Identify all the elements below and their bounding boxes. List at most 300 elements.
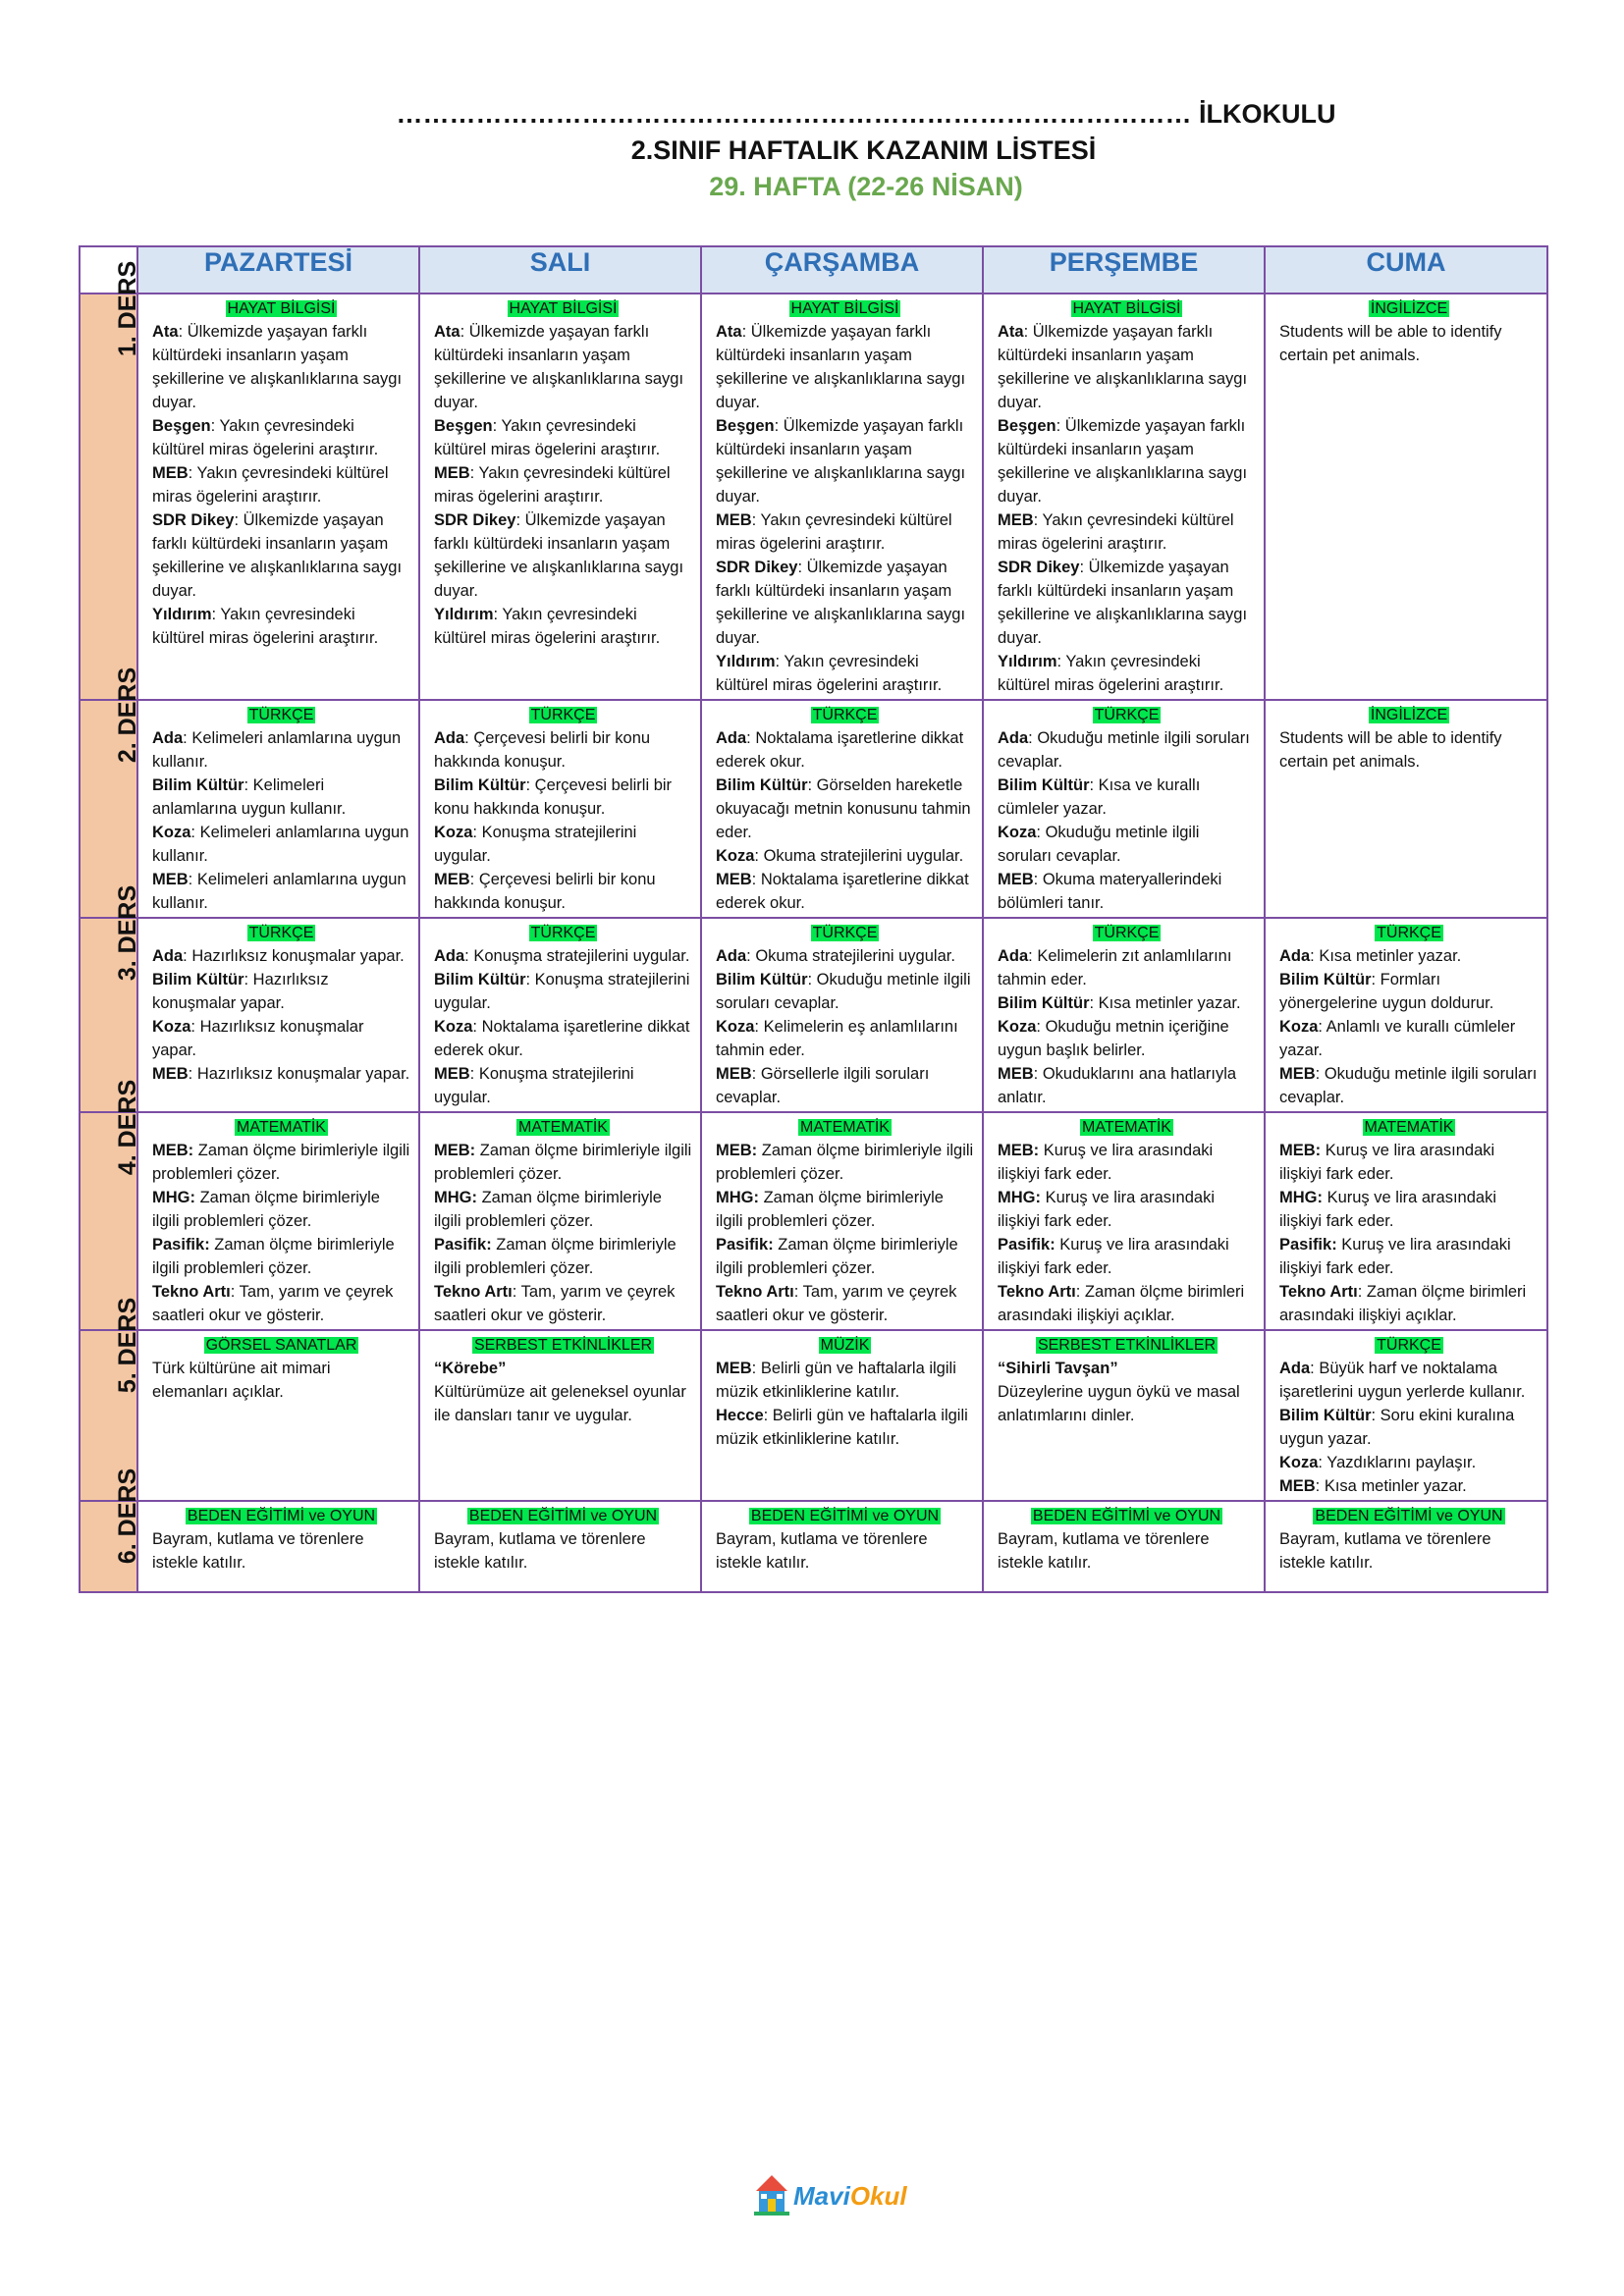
- subject-label: [716, 297, 974, 320]
- outcome-line: [152, 603, 410, 650]
- outcome-text: : Yakın çevresindeki kültürel miras ögelerini araştırır.: [998, 653, 1224, 694]
- outcome-text: : Çerçevesi belirli bir konu hakkında konuşur.: [434, 729, 651, 771]
- outcome-text: Kuruş ve lira arasındaki ilişkiyi fark eder.: [1279, 1189, 1496, 1230]
- publisher-name: Ada: [716, 729, 747, 747]
- outcome-text: : Tam, yarım ve çeyrek saatleri okur ve gösterir.: [716, 1283, 957, 1324]
- subject-label: [998, 704, 1256, 726]
- publisher-name: MEB: [152, 1065, 189, 1083]
- plan-cell-tuesday: [419, 1501, 701, 1592]
- plan-cell-monday: [137, 1330, 419, 1501]
- subject-label: [998, 1116, 1256, 1139]
- subject-label: [1279, 922, 1539, 944]
- plan-cell-content: [138, 701, 418, 917]
- publisher-name: Bilim Kültür: [716, 971, 808, 988]
- outcome-line: [998, 320, 1256, 414]
- outcome-text: : Ülkemizde yaşayan farklı kültürdeki insanların yaşam şekillerine ve alışkanlıklarına saygı duyar.: [998, 559, 1248, 647]
- outcome-line: [998, 1186, 1256, 1233]
- publisher-name: Ada: [1279, 947, 1311, 965]
- outcome-text: : Görsellerle ilgili soruları cevaplar.: [716, 1065, 930, 1106]
- publisher-name: Ada: [434, 729, 465, 747]
- publisher-name: Ada: [998, 729, 1029, 747]
- plan-cell-thursday: [983, 1330, 1265, 1501]
- plan-cell-content: [702, 1331, 982, 1453]
- outcome-text: : Büyük harf ve noktalama işaretlerini uygun yerlerde kullanır.: [1279, 1360, 1526, 1401]
- plan-cell-wednesday: [701, 1501, 983, 1592]
- publisher-name: Pasifik:: [716, 1236, 774, 1254]
- outcome-text: Türk kültürüne ait mimari elemanları açıklar.: [152, 1360, 331, 1401]
- plan-cell-content: [702, 1502, 982, 1576]
- subject-name: HAYAT BİLGİSİ: [1072, 300, 1181, 317]
- outcome-line: [434, 414, 692, 461]
- outcome-line: [998, 1280, 1256, 1327]
- outcome-line: [716, 726, 974, 774]
- outcome-line: [716, 774, 974, 844]
- week-title: 29. HAFTA (22-26 NİSAN): [709, 172, 1023, 201]
- plan-cell-thursday: [983, 1112, 1265, 1330]
- outcome-text: : Soru ekini kuralına uygun yazar.: [1279, 1407, 1515, 1448]
- outcome-line: [998, 508, 1256, 556]
- outcome-text: Bayram, kutlama ve törenlere istekle katılır.: [152, 1530, 364, 1572]
- plan-cell-content: [1266, 1502, 1546, 1576]
- plan-cell-content: [1266, 919, 1546, 1111]
- outcome-line: [1279, 1139, 1539, 1186]
- publisher-name: MEB:: [152, 1142, 194, 1159]
- publisher-name: MEB:: [434, 1142, 476, 1159]
- subject-label: [998, 297, 1256, 320]
- publisher-name: Koza: [1279, 1454, 1319, 1471]
- outcome-line: [152, 1139, 410, 1186]
- subject-name: SERBEST ETKİNLİKLER: [473, 1337, 653, 1354]
- publisher-name: Ata: [434, 323, 460, 341]
- outcome-line: [152, 1280, 410, 1327]
- outcome-text: : Anlamlı ve kurallı cümleler yazar.: [1279, 1018, 1516, 1059]
- outcome-line: [152, 1357, 410, 1404]
- publisher-name: MEB: [434, 871, 470, 888]
- plan-cell-content: [984, 294, 1264, 699]
- outcome-text: : Kısa metinler yazar.: [1310, 947, 1462, 965]
- publisher-name: Bilim Kültür: [434, 776, 526, 794]
- lesson-number-label: 2. DERS: [114, 667, 142, 764]
- publisher-name: SDR Dikey: [152, 511, 235, 529]
- plan-cell-content: [1266, 1113, 1546, 1329]
- publisher-name: Pasifik:: [1279, 1236, 1337, 1254]
- outcome-text: Zaman ölçme birimleriyle ilgili problemleri çözer.: [434, 1142, 692, 1183]
- publisher-name: Ada: [152, 729, 184, 747]
- plan-cell-content: [984, 919, 1264, 1111]
- outcome-text: : Kelimelerin zıt anlamlılarını tahmin eder.: [998, 947, 1232, 988]
- subject-label: [1279, 1334, 1539, 1357]
- outcome-line: [716, 508, 974, 556]
- plan-cell-tuesday: [419, 918, 701, 1112]
- publisher-name: Bilim Kültür: [152, 776, 244, 794]
- outcome-text: : Kısa metinler yazar.: [1089, 994, 1241, 1012]
- plan-cell-monday: [137, 1501, 419, 1592]
- lesson-number-label: 4. DERS: [114, 1079, 142, 1176]
- subject-name: MATEMATİK: [1082, 1119, 1171, 1136]
- plan-cell-thursday: [983, 918, 1265, 1112]
- publisher-name: Koza: [152, 824, 191, 841]
- outcome-line: [152, 968, 410, 1015]
- outcome-line: [434, 1139, 692, 1186]
- outcome-line: [152, 868, 410, 915]
- publisher-name: MEB: [1279, 1065, 1316, 1083]
- lesson-number-label: 1. DERS: [114, 260, 142, 357]
- outcome-text: : Yakın çevresindeki kültürel miras ögelerini araştırır.: [998, 511, 1234, 553]
- outcome-text: : Okuduğu metinle ilgili soruları cevaplar.: [998, 824, 1200, 865]
- publisher-name: MEB: [716, 1065, 752, 1083]
- outcome-text: : Zaman ölçme birimleri arasındaki ilişkiyi açıklar.: [1279, 1283, 1527, 1324]
- publisher-name: MHG:: [998, 1189, 1041, 1206]
- outcome-text: Zaman ölçme birimleriyle ilgili problemleri çözer.: [152, 1236, 395, 1277]
- publisher-name: MEB: [434, 1065, 470, 1083]
- outcome-line: [998, 556, 1256, 650]
- lesson-number-cell: [80, 260, 142, 700]
- publisher-name: Ada: [434, 947, 465, 965]
- outcome-text: : Noktalama işaretlerine dikkat ederek okur.: [716, 871, 969, 912]
- subject-label: [1279, 1505, 1539, 1527]
- plan-cell-wednesday: [701, 1112, 983, 1330]
- outcome-line: [998, 991, 1256, 1015]
- outcome-line: [434, 1357, 692, 1380]
- logo-text-part1: Mavi: [793, 2181, 850, 2211]
- subject-label: [152, 704, 410, 726]
- publisher-name: Beşgen: [998, 417, 1056, 435]
- plan-cell-content: [420, 1113, 700, 1329]
- plan-cell-monday: [137, 918, 419, 1112]
- subject-label: [434, 1116, 692, 1139]
- outcome-line: [998, 650, 1256, 697]
- outcome-line: [1279, 320, 1539, 367]
- plan-cell-thursday: [983, 700, 1265, 918]
- outcome-line: [152, 414, 410, 461]
- outcome-line: [716, 844, 974, 868]
- publisher-name: MEB: [1279, 1477, 1316, 1495]
- outcome-text: Kuruş ve lira arasındaki ilişkiyi fark eder.: [998, 1236, 1229, 1277]
- subject-label: [998, 1334, 1256, 1357]
- publisher-name: MEB: [998, 871, 1034, 888]
- subject-name: TÜRKÇE: [530, 925, 596, 941]
- outcome-text: Zaman ölçme birimleriyle ilgili problemleri çözer.: [716, 1236, 958, 1277]
- subject-label: [998, 922, 1256, 944]
- outcome-line: [998, 1357, 1256, 1380]
- plan-cell-content: [984, 1331, 1264, 1429]
- subject-label: [434, 1334, 692, 1357]
- lesson-number-label: 5. DERS: [114, 1297, 142, 1394]
- lesson-number-cell: [80, 1468, 142, 1592]
- outcome-text: : Okuduğu metinle ilgili soruları cevaplar.: [998, 729, 1250, 771]
- outcome-text: : Noktalama işaretlerine dikkat ederek okur.: [434, 1018, 690, 1059]
- plan-cell-content: [702, 294, 982, 699]
- outcome-line: [998, 1062, 1256, 1109]
- subject-label: [716, 1505, 974, 1527]
- lesson-number-label: 6. DERS: [114, 1468, 142, 1565]
- outcome-text: Zaman ölçme birimleriyle ilgili problemleri çözer.: [716, 1189, 944, 1230]
- day-header-monday: PAZARTESİ: [137, 246, 419, 294]
- plan-cell-content: [1266, 1331, 1546, 1500]
- plan-cell-content: [138, 294, 418, 652]
- plan-cell-content: [138, 1113, 418, 1329]
- plan-cell-friday: [1265, 918, 1547, 1112]
- plan-cell-content: [984, 1502, 1264, 1576]
- outcome-text: Bayram, kutlama ve törenlere istekle katılır.: [1279, 1530, 1491, 1572]
- plan-cell-wednesday: [701, 918, 983, 1112]
- plan-cell-content: [702, 701, 982, 917]
- outcome-text: : Yakın çevresindeki kültürel miras ögelerini araştırır.: [716, 511, 952, 553]
- outcome-text: : Kelimelerin eş anlamlılarını tahmin eder.: [716, 1018, 958, 1059]
- publisher-name: MHG:: [716, 1189, 759, 1206]
- outcome-text: : Yakın çevresindeki kültürel miras ögelerini araştırır.: [152, 464, 389, 506]
- outcome-line: [434, 968, 692, 1015]
- outcome-text: : Okuduklarını ana hatlarıyla anlatır.: [998, 1065, 1237, 1106]
- outcome-text: : Tam, yarım ve çeyrek saatleri okur ve gösterir.: [434, 1283, 676, 1324]
- outcome-line: [1279, 1357, 1539, 1404]
- subject-label: [152, 1116, 410, 1139]
- plan-cell-content: [138, 919, 418, 1088]
- outcome-text: Bayram, kutlama ve törenlere istekle katılır.: [434, 1530, 646, 1572]
- day-header-thursday: PERŞEMBE: [983, 246, 1265, 294]
- outcome-text: : Yakın çevresindeki kültürel miras ögelerini araştırır.: [152, 606, 379, 647]
- publisher-name: Bilim Kültür: [434, 971, 526, 988]
- outcome-line: [1279, 1062, 1539, 1109]
- outcome-line: [1279, 1015, 1539, 1062]
- outcome-text: : Tam, yarım ve çeyrek saatleri okur ve gösterir.: [152, 1283, 394, 1324]
- outcome-line: [434, 944, 692, 968]
- publisher-name: MEB: [716, 1360, 752, 1377]
- subject-name: TÜRKÇE: [1094, 925, 1160, 941]
- plan-cell-monday: [137, 294, 419, 700]
- outcome-line: [1279, 1186, 1539, 1233]
- school-name: ……………………………………………………………………………… İLKOKULU: [396, 99, 1336, 129]
- outcome-text: : Okuma materyallerindeki bölümleri tanır.: [998, 871, 1222, 912]
- outcome-line: [716, 1186, 974, 1233]
- subject-name: TÜRKÇE: [248, 707, 314, 723]
- outcome-text: Zaman ölçme birimleriyle ilgili problemleri çözer.: [434, 1236, 677, 1277]
- outcome-line: [716, 868, 974, 915]
- plan-cell-content: [420, 1331, 700, 1429]
- outcome-line: [152, 461, 410, 508]
- outcome-line: [998, 774, 1256, 821]
- subject-label: [152, 1334, 410, 1357]
- outcome-line: [434, 603, 692, 650]
- subject-label: [434, 704, 692, 726]
- publisher-name: Tekno Artı: [998, 1283, 1076, 1301]
- outcome-line: [434, 1380, 692, 1427]
- outcome-text: : Ülkemizde yaşayan farklı kültürdeki insanların yaşam şekillerine ve alışkanlıklarına saygı duyar.: [998, 323, 1248, 411]
- outcome-text: : Konuşma stratejilerini uygular.: [464, 947, 690, 965]
- publisher-name: MEB:: [1279, 1142, 1322, 1159]
- outcome-line: [434, 726, 692, 774]
- plan-cell-content: [420, 294, 700, 652]
- outcome-line: [716, 1527, 974, 1575]
- subject-label: [716, 1116, 974, 1139]
- outcome-text: : Okuma stratejilerini uygular.: [746, 947, 955, 965]
- outcome-text: : Yakın çevresindeki kültürel miras ögelerini araştırır.: [152, 417, 379, 458]
- day-header-row: [80, 246, 1547, 294]
- outcome-line: [998, 821, 1256, 868]
- outcome-text: : Kısa metinler yazar.: [1315, 1477, 1467, 1495]
- outcome-text: : Hazırlıksız konuşmalar yapar.: [152, 971, 329, 1012]
- plan-cell-content: [984, 701, 1264, 917]
- publisher-name: MEB: [152, 871, 189, 888]
- outcome-line: [1279, 1233, 1539, 1280]
- logo-text-part2: Okul: [849, 2181, 907, 2211]
- outcome-line: [434, 508, 692, 603]
- subject-label: [1279, 1116, 1539, 1139]
- publisher-name: MEB: [434, 464, 470, 482]
- publisher-name: Pasifik:: [152, 1236, 210, 1254]
- outcome-text: : Okuduğu metinle ilgili soruları cevaplar.: [1279, 1065, 1538, 1106]
- outcome-line: [1279, 1404, 1539, 1451]
- subject-name: HAYAT BİLGİSİ: [227, 300, 336, 317]
- outcome-line: [152, 508, 410, 603]
- document-title: 2.SINIF HAFTALIK KAZANIM LİSTESİ: [630, 135, 1097, 165]
- day-header-wednesday: ÇARŞAMBA: [701, 246, 983, 294]
- lesson-row: [80, 918, 1547, 1112]
- outcome-line: [152, 774, 410, 821]
- subject-name: SERBEST ETKİNLİKLER: [1037, 1337, 1217, 1354]
- subject-label: [1279, 704, 1539, 726]
- outcome-text: Kültürümüze ait geleneksel oyunlar ile dansları tanır ve uygular.: [434, 1383, 686, 1424]
- outcome-line: [1279, 1280, 1539, 1327]
- outcome-line: [152, 1062, 410, 1086]
- subject-label: [716, 704, 974, 726]
- lesson-row: [80, 1112, 1547, 1330]
- outcome-line: [998, 1527, 1256, 1575]
- outcome-text: : Çerçevesi belirli bir konu hakkında konuşur.: [434, 871, 656, 912]
- publisher-name: MEB: [716, 871, 752, 888]
- outcome-line: [434, 1015, 692, 1062]
- outcome-text: : Ülkemizde yaşayan farklı kültürdeki insanların yaşam şekillerine ve alışkanlıklarına saygı duyar.: [434, 511, 684, 600]
- subject-name: MÜZİK: [820, 1337, 870, 1354]
- outcome-line: [998, 1380, 1256, 1427]
- publisher-name: Bilim Kültür: [716, 776, 808, 794]
- outcome-line: [716, 414, 974, 508]
- publisher-name: MEB: [998, 511, 1034, 529]
- publisher-name: MEB: [152, 464, 189, 482]
- outcome-line: [1279, 944, 1539, 968]
- outcome-line: [716, 1062, 974, 1109]
- outcome-line: [716, 1233, 974, 1280]
- plan-cell-friday: [1265, 1330, 1547, 1501]
- plan-cell-thursday: [983, 294, 1265, 700]
- publisher-name: MEB: [998, 1065, 1034, 1083]
- plan-cell-wednesday: [701, 1330, 983, 1501]
- outcome-text: : Hazırlıksız konuşmalar yapar.: [183, 947, 405, 965]
- outcome-text: Kuruş ve lira arasındaki ilişkiyi fark eder.: [1279, 1236, 1511, 1277]
- plan-cell-tuesday: [419, 1330, 701, 1501]
- outcome-line: [998, 414, 1256, 508]
- outcome-text: : Ülkemizde yaşayan farklı kültürdeki insanların yaşam şekillerine ve alışkanlıklarına saygı duyar.: [152, 323, 403, 411]
- subject-name: TÜRKÇE: [812, 707, 878, 723]
- outcome-line: [716, 1139, 974, 1186]
- outcome-line: [152, 1233, 410, 1280]
- subject-name: GÖRSEL SANATLAR: [205, 1337, 357, 1354]
- outcome-line: [716, 1357, 974, 1404]
- plan-cell-friday: [1265, 700, 1547, 918]
- publisher-name: MHG:: [152, 1189, 195, 1206]
- outcome-line: [434, 868, 692, 915]
- publisher-name: Tekno Artı: [434, 1283, 513, 1301]
- publisher-name: Koza: [434, 824, 473, 841]
- outcome-text: Zaman ölçme birimleriyle ilgili problemleri çözer.: [716, 1142, 974, 1183]
- plan-cell-content: [420, 701, 700, 917]
- publisher-name: Yıldırım: [716, 653, 776, 670]
- outcome-line: [716, 556, 974, 650]
- outcome-text: : Konuşma stratejilerini uygular.: [434, 971, 690, 1012]
- outcome-line: [998, 726, 1256, 774]
- subject-name: BEDEN EĞİTİMİ ve OYUN: [750, 1508, 940, 1524]
- day-header-friday: CUMA: [1265, 246, 1547, 294]
- outcome-line: [716, 650, 974, 697]
- publisher-name: Bilim Kültür: [1279, 971, 1372, 988]
- outcome-text: Düzeylerine uygun öykü ve masal anlatımlarını dinler.: [998, 1383, 1240, 1424]
- plan-cell-monday: [137, 1112, 419, 1330]
- publisher-name: MEB: [716, 511, 752, 529]
- outcome-text: : Yakın çevresindeki kültürel miras ögelerini araştırır.: [434, 606, 661, 647]
- plan-cell-content: [138, 1502, 418, 1576]
- subject-name: TÜRKÇE: [1377, 1337, 1441, 1354]
- lesson-row: [80, 1501, 1547, 1592]
- subject-name: TÜRKÇE: [1377, 925, 1441, 941]
- subject-name: MATEMATİK: [1364, 1119, 1454, 1136]
- publisher-name: Koza: [152, 1018, 191, 1036]
- publisher-name: Bilim Kültür: [998, 776, 1090, 794]
- outcome-line: [434, 821, 692, 868]
- plan-cell-content: [420, 1502, 700, 1576]
- publisher-name: Koza: [716, 1018, 755, 1036]
- plan-cell-monday: [137, 700, 419, 918]
- subject-name: HAYAT BİLGİSİ: [509, 300, 618, 317]
- outcome-text: Kuruş ve lira arasındaki ilişkiyi fark eder.: [998, 1189, 1215, 1230]
- subject-name: TÜRKÇE: [248, 925, 314, 941]
- outcome-text: : Kelimeleri anlamlarına uygun kullanır.: [152, 824, 409, 865]
- outcome-line: [998, 944, 1256, 991]
- outcome-line: [998, 1233, 1256, 1280]
- publisher-name: SDR Dikey: [998, 559, 1080, 576]
- publisher-name: Pasifik:: [998, 1236, 1056, 1254]
- publisher-name: Koza: [434, 1018, 473, 1036]
- outcome-line: [152, 726, 410, 774]
- subject-label: [998, 1505, 1256, 1527]
- outcome-line: [1279, 1451, 1539, 1474]
- outcome-line: [434, 461, 692, 508]
- plan-cell-tuesday: [419, 1112, 701, 1330]
- outcome-text: Zaman ölçme birimleriyle ilgili problemleri çözer.: [152, 1189, 380, 1230]
- subject-label: [434, 297, 692, 320]
- footer-logo: [754, 2171, 907, 2220]
- outcome-text: : Yakın çevresindeki kültürel miras ögelerini araştırır.: [434, 417, 661, 458]
- publisher-name: Yıldırım: [998, 653, 1057, 670]
- subject-name: İNGİLİZCE: [1370, 300, 1448, 317]
- subject-label: [152, 922, 410, 944]
- outcome-line: [1279, 1474, 1539, 1498]
- outcome-line: [716, 1280, 974, 1327]
- outcome-line: [998, 1015, 1256, 1062]
- subject-name: TÜRKÇE: [530, 707, 596, 723]
- outcome-line: [434, 1233, 692, 1280]
- publisher-name: Ada: [1279, 1360, 1311, 1377]
- publisher-name: MEB:: [716, 1142, 758, 1159]
- outcome-text: Bayram, kutlama ve törenlere istekle katılır.: [998, 1530, 1210, 1572]
- publisher-name: Koza: [998, 824, 1037, 841]
- publisher-name: Tekno Artı: [152, 1283, 231, 1301]
- publisher-name: “Sihirli Tavşan”: [998, 1360, 1118, 1377]
- document-header: [0, 96, 1624, 205]
- outcome-text: : Ülkemizde yaşayan farklı kültürdeki insanların yaşam şekillerine ve alışkanlıklarına saygı duyar.: [716, 323, 966, 411]
- subject-label: [716, 1334, 974, 1357]
- outcome-line: [716, 944, 974, 968]
- outcome-text: : Çerçevesi belirli bir konu hakkında konuşur.: [434, 776, 673, 818]
